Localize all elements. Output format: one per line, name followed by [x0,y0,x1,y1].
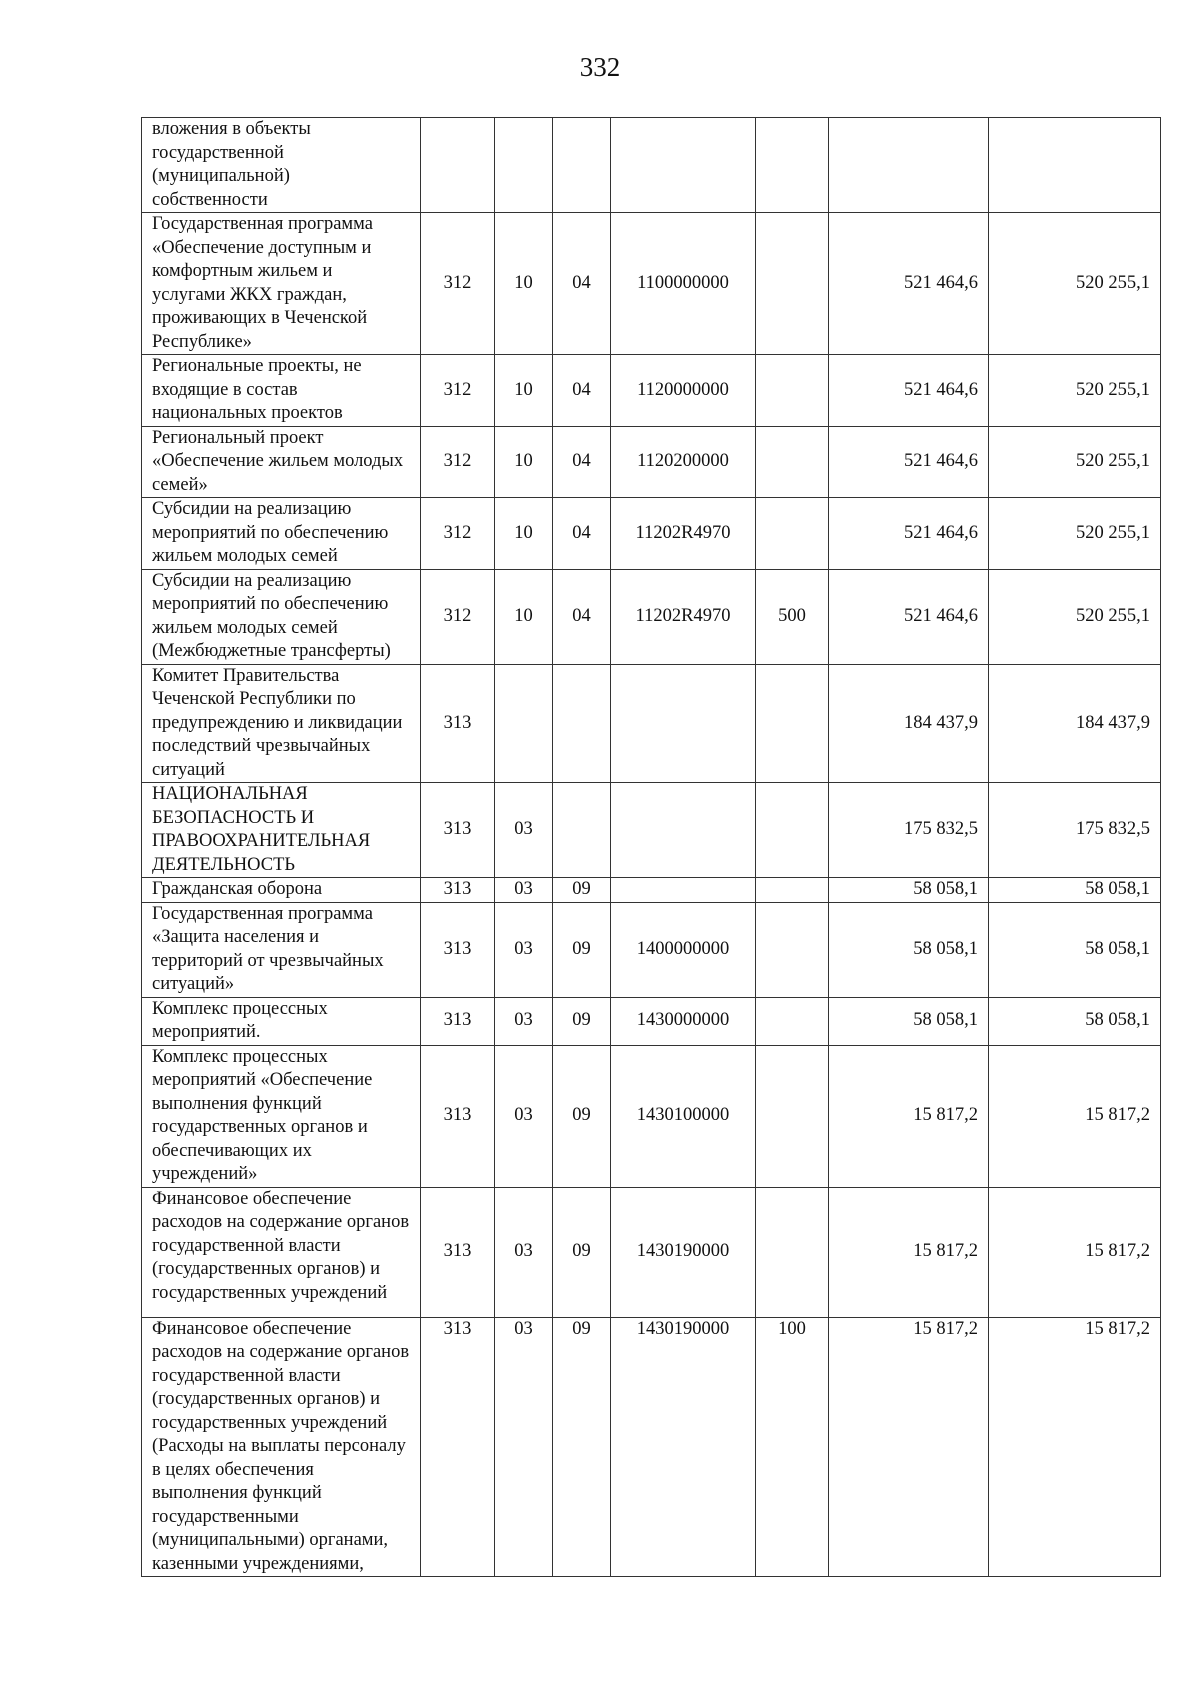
cell-amount-2: 58 058,1 [989,902,1161,997]
cell-target-item-code: 1100000000 [611,213,756,355]
cell-expense-type-code [756,664,829,783]
table-row [142,783,1161,878]
table-row [142,569,1161,664]
cell-target-item-code [611,783,756,878]
cell-target-item-code: 11202R4970 [611,569,756,664]
cell-expense-type-code [756,902,829,997]
cell-name: Гражданская оборона [142,878,421,903]
budget-table-body [142,118,1161,1577]
cell-name: Государственная программа «Защита населения и территорий от чрезвычайных ситуаций» [142,902,421,997]
cell-name: Финансовое обеспечение расходов на содержание органов государственной власти (государственных органов) и государственных учреждений [142,1187,421,1317]
cell-section-code: 10 [495,355,553,427]
cell-section-code: 03 [495,1187,553,1317]
cell-department-code: 312 [421,498,495,570]
cell-amount-1: 175 832,5 [829,783,989,878]
cell-subsection-code: 09 [553,997,611,1045]
cell-subsection-code: 04 [553,426,611,498]
page-number: 332 [579,52,621,82]
cell-amount-1: 58 058,1 [829,902,989,997]
cell-amount-1: 15 817,2 [829,1187,989,1317]
table-row [142,355,1161,427]
cell-section-code: 03 [495,902,553,997]
cell-name: Региональный проект «Обеспечение жильем молодых семей» [142,426,421,498]
cell-department-code: 312 [421,569,495,664]
table-row [142,664,1161,783]
cell-department-code [421,118,495,213]
cell-subsection-code: 09 [553,1045,611,1187]
table-row [142,426,1161,498]
cell-expense-type-code: 500 [756,569,829,664]
cell-amount-2: 520 255,1 [989,213,1161,355]
cell-amount-2: 15 817,2 [989,1045,1161,1187]
cell-expense-type-code [756,1187,829,1317]
cell-subsection-code: 04 [553,355,611,427]
cell-amount-2: 520 255,1 [989,569,1161,664]
cell-section-code: 03 [495,997,553,1045]
cell-department-code: 313 [421,783,495,878]
cell-name: Комплекс процессных мероприятий «Обеспечение выполнения функций государственных органов и обеспечивающих их учреждений» [142,1045,421,1187]
cell-expense-type-code [756,1045,829,1187]
cell-amount-1: 521 464,6 [829,569,989,664]
cell-subsection-code: 04 [553,569,611,664]
cell-expense-type-code [756,426,829,498]
cell-target-item-code: 1430190000 [611,1187,756,1317]
cell-amount-2: 520 255,1 [989,355,1161,427]
cell-department-code: 313 [421,997,495,1045]
cell-section-code: 10 [495,426,553,498]
budget-table [141,117,1161,1577]
cell-department-code: 313 [421,1045,495,1187]
cell-subsection-code [553,118,611,213]
cell-amount-1: 58 058,1 [829,878,989,903]
cell-amount-1: 521 464,6 [829,498,989,570]
cell-target-item-code [611,118,756,213]
cell-section-code: 03 [495,878,553,903]
cell-subsection-code: 09 [553,1317,611,1577]
table-row [142,997,1161,1045]
cell-name: вложения в объекты государственной (муниципальной) собственности [142,118,421,213]
cell-amount-1: 521 464,6 [829,426,989,498]
cell-expense-type-code [756,118,829,213]
cell-name: Субсидии на реализацию мероприятий по обеспечению жильем молодых семей [142,498,421,570]
cell-subsection-code: 04 [553,213,611,355]
table-row [142,902,1161,997]
cell-subsection-code [553,783,611,878]
cell-department-code: 313 [421,664,495,783]
cell-amount-2: 58 058,1 [989,997,1161,1045]
cell-amount-2: 15 817,2 [989,1187,1161,1317]
cell-section-code: 10 [495,498,553,570]
table-row [142,213,1161,355]
cell-section-code [495,664,553,783]
cell-section-code: 03 [495,1045,553,1187]
cell-department-code: 313 [421,1187,495,1317]
cell-target-item-code: 1400000000 [611,902,756,997]
cell-name: Государственная программа «Обеспечение доступным и комфортным жильем и услугами ЖКХ граждан, проживающих в Чеченской Республике» [142,213,421,355]
cell-expense-type-code [756,878,829,903]
cell-expense-type-code [756,783,829,878]
cell-expense-type-code [756,355,829,427]
cell-amount-1 [829,118,989,213]
cell-amount-2: 184 437,9 [989,664,1161,783]
cell-amount-1: 15 817,2 [829,1045,989,1187]
cell-amount-1: 15 817,2 [829,1317,989,1577]
cell-department-code: 313 [421,902,495,997]
cell-expense-type-code [756,997,829,1045]
table-row [142,1187,1161,1317]
cell-department-code: 312 [421,426,495,498]
cell-target-item-code: 11202R4970 [611,498,756,570]
cell-target-item-code: 1430190000 [611,1317,756,1577]
cell-section-code [495,118,553,213]
table-row [142,878,1161,903]
cell-amount-2: 520 255,1 [989,426,1161,498]
cell-department-code: 312 [421,355,495,427]
cell-target-item-code [611,664,756,783]
cell-amount-2: 58 058,1 [989,878,1161,903]
cell-department-code: 313 [421,878,495,903]
cell-name: Субсидии на реализацию мероприятий по обеспечению жильем молодых семей (Межбюджетные трансферты) [142,569,421,664]
table-row [142,498,1161,570]
cell-amount-1: 521 464,6 [829,355,989,427]
cell-subsection-code: 09 [553,878,611,903]
cell-amount-2: 15 817,2 [989,1317,1161,1577]
cell-section-code: 03 [495,783,553,878]
cell-name: Финансовое обеспечение расходов на содержание органов государственной власти (государственных органов) и государственных учреждений (Расходы на выплаты персоналу в целях обеспечения выполнения функций государственными (муниципальными) органами, казенными учреждениями, [142,1317,421,1577]
cell-amount-2: 520 255,1 [989,498,1161,570]
cell-subsection-code: 09 [553,902,611,997]
cell-name: НАЦИОНАЛЬНАЯ БЕЗОПАСНОСТЬ И ПРАВООХРАНИТЕЛЬНАЯ ДЕЯТЕЛЬНОСТЬ [142,783,421,878]
cell-section-code: 10 [495,569,553,664]
cell-target-item-code: 1430000000 [611,997,756,1045]
cell-department-code: 312 [421,213,495,355]
cell-department-code: 313 [421,1317,495,1577]
cell-amount-2: 175 832,5 [989,783,1161,878]
cell-target-item-code: 1120000000 [611,355,756,427]
cell-subsection-code: 04 [553,498,611,570]
cell-name: Региональные проекты, не входящие в состав национальных проектов [142,355,421,427]
table-row [142,118,1161,213]
cell-amount-2 [989,118,1161,213]
table-row [142,1317,1161,1577]
cell-target-item-code [611,878,756,903]
cell-target-item-code: 1120200000 [611,426,756,498]
cell-name: Комплекс процессных мероприятий. [142,997,421,1045]
cell-subsection-code: 09 [553,1187,611,1317]
cell-expense-type-code [756,213,829,355]
cell-amount-1: 184 437,9 [829,664,989,783]
cell-expense-type-code [756,498,829,570]
cell-section-code: 10 [495,213,553,355]
cell-amount-1: 58 058,1 [829,997,989,1045]
cell-target-item-code: 1430100000 [611,1045,756,1187]
cell-amount-1: 521 464,6 [829,213,989,355]
cell-name: Комитет Правительства Чеченской Республики по предупреждению и ликвидации последствий чрезвычайных ситуаций [142,664,421,783]
table-row [142,1045,1161,1187]
cell-section-code: 03 [495,1317,553,1577]
cell-expense-type-code: 100 [756,1317,829,1577]
cell-subsection-code [553,664,611,783]
